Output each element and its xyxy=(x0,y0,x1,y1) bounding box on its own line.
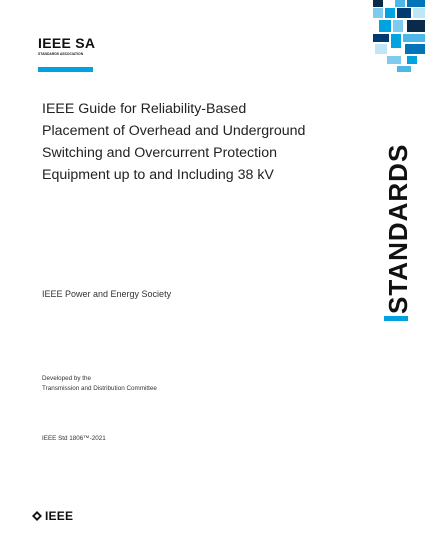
standards-accent-bar xyxy=(384,316,408,321)
ieee-footer-logo xyxy=(32,510,73,522)
standards-vertical-label: STANDARDS xyxy=(383,143,413,314)
decorative-mosaic xyxy=(373,0,425,74)
ieee-diamond-icon xyxy=(32,511,42,521)
society-name: IEEE Power and Energy Society xyxy=(42,289,172,299)
footer-logo-text: IEEE xyxy=(45,509,74,523)
standard-number: IEEE Std 1806™-2021 xyxy=(42,435,106,442)
developed-by-line: Developed by the xyxy=(42,375,92,382)
brand-name: IEEE SA xyxy=(38,35,96,51)
document-title: IEEE Guide for Reliability-Based Placement of Overhead and Underground Switching and Overcurrent Protection Equipment up to and Including 38 kV xyxy=(42,101,306,183)
developed-by xyxy=(42,374,157,394)
ieee-sa-logo xyxy=(38,36,94,56)
brand-subtitle: STANDARDS ASSOCIATION xyxy=(38,52,84,56)
brand-accent-bar xyxy=(38,67,93,72)
committee-name: Transmission and Distribution Committee xyxy=(42,385,157,392)
